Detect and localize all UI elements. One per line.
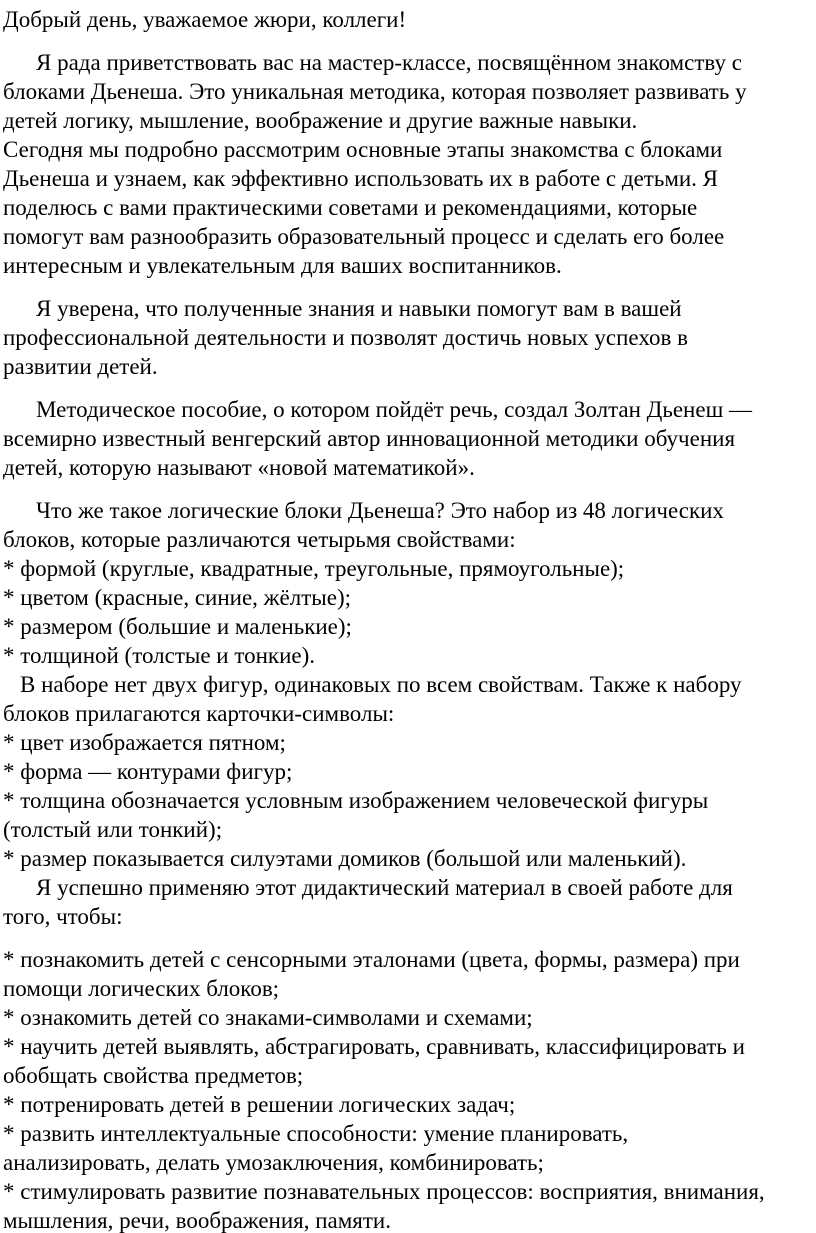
paragraph-author <box>3 395 810 482</box>
text-line: * размер показывается силуэтами домиков (большой или маленький). <box>3 846 687 871</box>
text-line: поделюсь с вами практическими советами и рекомендациями, которые <box>3 195 698 220</box>
text-line: профессиональной деятельности и позволят достичь новых успехов в <box>3 325 688 350</box>
text-line: Методическое пособие, о котором пойдёт речь, создал Золтан Дьенеш — <box>36 397 753 422</box>
text-line: блоками Дьенеша. Это уникальная методика, которая позволяет развивать у <box>3 79 747 104</box>
text-line: * ознакомить детей со знаками-символами и схемами; <box>3 1005 533 1030</box>
text-line: детей, которую называют «новой математикой». <box>3 455 475 480</box>
text-line: Сегодня мы подробно рассмотрим основные этапы знакомства с блоками <box>3 137 723 162</box>
text-line: * развить интеллектуальные способности: умение планировать, <box>3 1121 629 1146</box>
text-line: Я рада приветствовать вас на мастер-классе, посвящённом знакомству с <box>36 50 742 75</box>
paragraph-goal-symbols <box>3 1003 810 1032</box>
paragraph-property-thickness <box>3 641 810 670</box>
text-line: всемирно известный венгерский автор инновационной методики обучения <box>3 426 736 451</box>
text-line: * цвет изображается пятном; <box>3 730 286 755</box>
text-line: Я успешно применяю этот дидактический материал в своей работе для <box>36 875 733 900</box>
text-line: помощи логических блоков; <box>3 976 280 1001</box>
text-line: детей логику, мышление, воображение и другие важные навыки. <box>3 108 638 133</box>
text-line: * формой (круглые, квадратные, треугольные, прямоугольные); <box>3 556 625 581</box>
paragraph-property-size <box>3 612 810 641</box>
paragraph-symbol-shape <box>3 757 810 786</box>
paragraph-usage-intro <box>3 873 810 931</box>
text-line: интересным и увлекательным для ваших воспитанников. <box>3 253 562 278</box>
text-line: В наборе нет двух фигур, одинаковых по всем свойствам. Также к набору <box>20 672 742 697</box>
paragraph-goal-sensory <box>3 945 810 1003</box>
text-line: анализировать, делать умозаключения, комбинировать; <box>3 1150 544 1175</box>
text-line: (толстый или тонкий); <box>3 817 223 842</box>
paragraph-set-note <box>3 670 810 728</box>
text-line: * стимулировать развитие познавательных процессов: восприятия, внимания, <box>3 1179 765 1204</box>
text-line: * научить детей выявлять, абстрагировать, сравнивать, классифицировать и <box>3 1034 745 1059</box>
paragraph-goal-intellect <box>3 1119 810 1177</box>
text-line: обобщать свойства предметов; <box>3 1063 304 1088</box>
paragraph-confidence <box>3 294 810 381</box>
paragraph-goal-analyze <box>3 1032 810 1090</box>
text-line: блоков, которые различаются четырьмя свойствами: <box>3 527 516 552</box>
text-line: * размером (большие и маленькие); <box>3 614 352 639</box>
paragraph-property-color <box>3 583 810 612</box>
text-line: * потренировать детей в решении логических задач; <box>3 1092 516 1117</box>
text-line: Дьенеша и узнаем, как эффективно использовать их в работе с детьми. Я <box>3 166 719 191</box>
text-line: * толщиной (толстые и тонкие). <box>3 643 316 668</box>
text-line: того, чтобы: <box>3 904 123 929</box>
paragraph-goal-logic-tasks <box>3 1090 810 1119</box>
text-line: Я уверена, что полученные знания и навыки помогут вам в вашей <box>36 296 682 321</box>
paragraph-symbol-color <box>3 728 810 757</box>
text-line: развитии детей. <box>3 354 158 379</box>
text-line: * цветом (красные, синие, жёлтые); <box>3 585 352 610</box>
paragraph-today-plan <box>3 135 810 280</box>
paragraph-what-are-blocks <box>3 496 810 554</box>
text-line: Добрый день, уважаемое жюри, коллеги! <box>3 7 407 32</box>
text-line: помогут вам разнообразить образовательный процесс и сделать его более <box>3 224 725 249</box>
text-line: * познакомить детей с сенсорными эталонами (цвета, формы, размера) при <box>3 947 740 972</box>
text-line: * форма — контурами фигур; <box>3 759 293 784</box>
paragraph-symbol-size <box>3 844 810 873</box>
paragraph-greeting <box>3 5 810 34</box>
paragraph-symbol-thickness <box>3 786 810 844</box>
paragraph-goal-cognitive <box>3 1177 810 1233</box>
paragraph-property-shape <box>3 554 810 583</box>
text-line: блоков прилагаются карточки-символы: <box>3 701 395 726</box>
text-line: Что же такое логические блоки Дьенеша? Это набор из 48 логических <box>36 498 724 523</box>
text-line: * толщина обозначается условным изображением человеческой фигуры <box>3 788 709 813</box>
text-line: мышления, речи, воображения, памяти. <box>3 1208 391 1233</box>
paragraph-intro <box>3 48 810 135</box>
